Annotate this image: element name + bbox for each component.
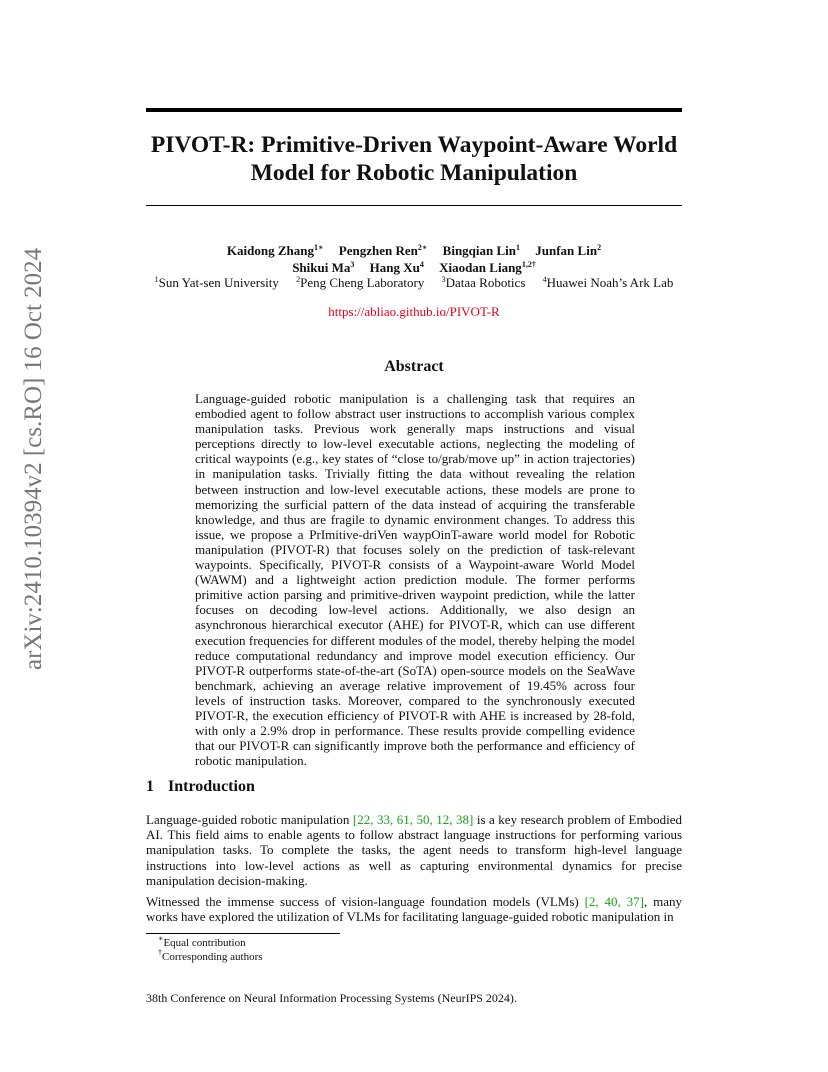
citation-link[interactable]: [22, 33, 61, 50, 12, 38]	[352, 812, 474, 827]
section-heading-introduction	[146, 778, 255, 796]
intro-paragraph-1: Language-guided robotic manipulation [22, 33, 61, 50, 12, 38] is a key research problem of Embodied AI. This field aims to enable agents to follow abstract language instructions for performing various manipulation tasks. To complete the tasks, the agent needs to transform high-level language instructions into low-level actions as well as capturing environmental dynamics for precise manipulation decision-making.	[146, 812, 682, 888]
footnote-rule	[146, 933, 340, 934]
paper-title: PIVOT-R: Primitive-Driven Waypoint-Aware World Model for Robotic Manipulation	[150, 132, 678, 186]
section-title: Introduction	[168, 778, 255, 795]
author: Kaidong Zhang$^{1∗}$	[226, 243, 324, 258]
abstract-text: Language-guided robotic manipulation is a challenging task that requires an embodied agent to follow abstract user instructions to accomplish various complex manipulation tasks. Previous work generally maps instructions and visual perceptions directly to low-level executable actions, neglecting the modeling of critical waypoints (e.g., key states of “close to/grab/move up” in action trajectories) in manipulation tasks. Trivially fitting the data without revealing the relation between instruction and low-level executable actions, these models are prone to memorizing the surficial pattern of the data instead of acquiring the transferable knowledge, and thus are fragile to dynamic environment changes. To address this issue, we propose a PrImitive-driVen waypOinT-aware world model for Robotic manipulation (PIVOT-R) that focuses solely on the prediction of task-relevant waypoints. Specifically, PIVOT-R consists of a Waypoint-aware World Model (WAWM) and a lightweight action prediction module. The former performs primitive action parsing and primitive-driven waypoint prediction, while the latter focuses on decoding low-level actions. Additionally, we also design an asynchronous hierarchical executor (AHE) for PIVOT-R, which can use different execution frequencies for different modules of the model, thereby helping the model reduce computational redundancy and improve model execution efficiency. Our PIVOT-R outperforms state-of-the-art (SoTA) open-source models on the SeaWave benchmark, achieving an average relative improvement of 19.45% across four levels of instruction tasks. Moreover, compared to the synchronously executed PIVOT-R, the execution efficiency of PIVOT-R with AHE is increased by 28-fold, with only a 2.9% drop in performance. These results provide compelling evidence that our PIVOT-R can significantly improve both the performance and efficiency of robotic manipulation.	[195, 391, 635, 769]
affiliation: $^1$Sun Yat-sen University	[154, 275, 279, 290]
affiliation: $^3$Dataa Robotics	[441, 275, 526, 290]
footnote-equal-contribution: ∗Equal contribution	[158, 934, 246, 949]
project-url-link[interactable]: https://abliao.github.io/PIVOT-R	[328, 304, 500, 319]
affiliations	[100, 274, 728, 291]
title-top-rule	[146, 108, 682, 112]
author: Xiaodan Liang$^{1,2\dagger}$	[439, 260, 536, 275]
abstract-heading: Abstract	[384, 358, 444, 375]
author: Shikui Ma$^3$	[292, 260, 355, 275]
footnote-corresponding: †Corresponding authors	[158, 948, 263, 963]
title-bottom-rule	[146, 205, 682, 206]
citation-link[interactable]: [2, 40, 37]	[584, 894, 644, 909]
author: Bingqian Lin$^1$	[442, 243, 521, 258]
author-list	[146, 242, 682, 276]
intro-paragraph-2: Witnessed the immense success of vision-language foundation models (VLMs) [2, 40, 37], many works have explored the utilization of VLMs for facilitating language-guided robotic manipulation in	[146, 894, 682, 925]
affiliation: $^4$Huawei Noah’s Ark Lab	[542, 275, 674, 290]
author: Hang Xu$^4$	[369, 260, 424, 275]
author: Pengzhen Ren$^{2∗}$	[338, 243, 428, 258]
affiliation: $^2$Peng Cheng Laboratory	[296, 275, 425, 290]
conference-note: 38th Conference on Neural Information Processing Systems (NeurIPS 2024).	[146, 991, 517, 1005]
author: Junfan Lin$^2$	[535, 243, 602, 258]
section-number: 1	[146, 778, 154, 795]
arxiv-identifier: arXiv:2410.10394v2 [cs.RO] 16 Oct 2024	[20, 247, 47, 670]
author-row-1	[146, 242, 682, 259]
